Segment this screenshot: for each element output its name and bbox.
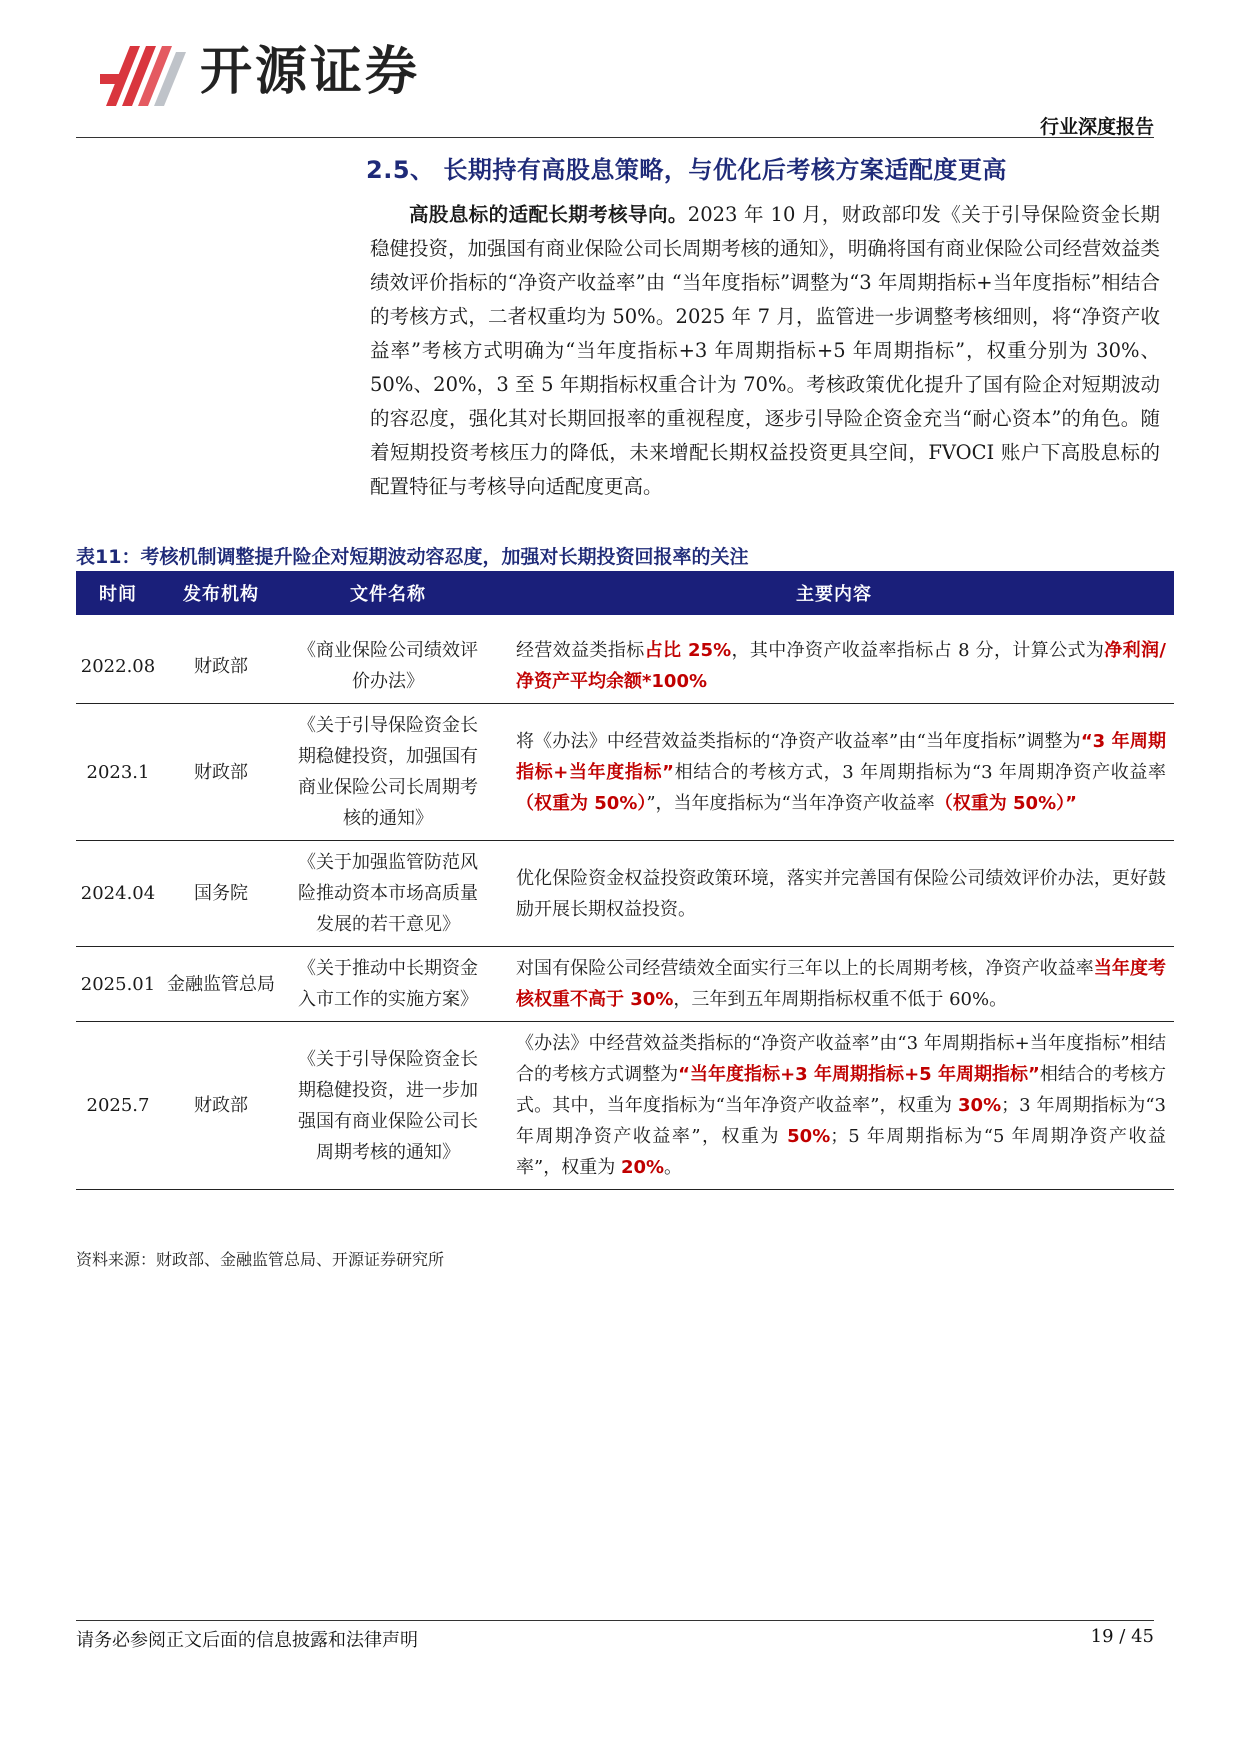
content-text: 优化保险资金权益投资政策环境，落实并完善国有保险公司绩效评价办法，更好鼓励开展长期权益投资。 (516, 867, 1166, 920)
table-row (76, 841, 1174, 947)
row-main-content (494, 841, 1174, 947)
content-text: 相结合的考核方式，3 年周期指标为“3 年周期净资产收益率 (673, 761, 1166, 783)
content-text: 将《办法》中经营效益类指标的“净资产收益率”由“当年度指标”调整为 (516, 730, 1081, 752)
footer-disclaimer: 请务必参阅正文后面的信息披露和法律声明 (76, 1630, 418, 1651)
row-org: 国务院 (160, 841, 282, 947)
footer-divider (76, 1620, 1154, 1621)
row-main-content (494, 1022, 1174, 1190)
content-text: ；5 年周期指标为“5 年周期净资产收益率”，权重为 (516, 1126, 1166, 1178)
table-row (76, 1022, 1174, 1190)
highlight-text: （权重为 50%） (516, 792, 647, 814)
row-org: 金融监管总局 (160, 947, 282, 1022)
content-text: 《办法》中经营效益类指标的“净资产收益率”由“3 年周期指标+当年度指标”相结合的考核方式调整为 (516, 1033, 1166, 1085)
row-date: 2022.08 (76, 629, 160, 704)
paragraph-text: 2023 年 10 月，财政部印发《关于引导保险资金长期稳健投资，加强国有商业保险公司长周期考核的通知》，明确将国有商业保险公司经营效益类绩效评价指标的“净资产收益率”由 “当年度指标”调整为“3 年周期指标+当年度指标”相结合的考核方式，二者权重均为 50%。2025 年 7 月，监管进一步调整考核细则，将“净资产收益率”考核方式明确为“当年度指标+3 年周期指标+5 年周期指标”，权重分别为 30%、50%、20%，3 至 5 年期指标权重合计为 70%。考核政策优化提升了国有险企对短期波动的容忍度，强化其对长期回报率的重视程度，逐步引导险企资金充当“耐心资本”的角色。随着短期投资考核压力的降低，未来增配长期权益投资更具空间，FVOCI 账户下高股息标的配置特征与考核导向适配度更高。 (370, 203, 1160, 498)
highlight-text: 占比 25% (644, 640, 732, 661)
body-paragraph (370, 198, 1160, 504)
row-org: 财政部 (160, 629, 282, 704)
row-file: 《商业保险公司绩效评价办法》 (282, 629, 494, 704)
header-file: 文件名称 (282, 571, 494, 615)
section-title: 2.5、 长期持有高股息策略，与优化后考核方案适配度更高 (366, 156, 1007, 184)
content-text: ；3 年周期指标为“3 年周期净资产收益率”，权重为 (516, 1095, 1167, 1147)
table-row (76, 947, 1174, 1022)
row-date: 2025.7 (76, 1022, 160, 1190)
highlight-text: “3 年周期指标+当年度指标” (516, 730, 1166, 783)
header-date: 时间 (76, 571, 160, 615)
header-org: 发布机构 (160, 571, 282, 615)
source-note: 资料来源：财政部、金融监管总局、开源证券研究所 (76, 1250, 445, 1269)
highlight-text: 当年度考核权重不高于 30% (516, 958, 1166, 1010)
row-file: 《关于加强监管防范风险推动资本市场高质量发展的若干意见》 (282, 841, 494, 947)
header-main: 主要内容 (494, 571, 1174, 615)
policy-table (76, 571, 1174, 1190)
row-org: 财政部 (160, 1022, 282, 1190)
document-type-label: 行业深度报告 (1039, 116, 1154, 138)
content-text: 。 (664, 1157, 683, 1178)
row-main-content (494, 629, 1174, 704)
brand-name: 开源证券 (200, 42, 421, 102)
content-text: ，三年到五年周期指标权重不低于 60%。 (673, 989, 1008, 1010)
row-date: 2025.01 (76, 947, 160, 1022)
row-date: 2024.04 (76, 841, 160, 947)
brand-mark-icon (100, 36, 192, 112)
highlight-text: 20% (620, 1157, 665, 1178)
row-file: 《关于引导保险资金长期稳健投资，进一步加强国有商业保险公司长周期考核的通知》 (282, 1022, 494, 1190)
highlight-text: 净利润/净资产平均余额*100% (516, 640, 1166, 692)
row-org: 财政部 (160, 704, 282, 841)
content-text: 经营效益类指标 (516, 640, 645, 661)
row-main-content (494, 704, 1174, 841)
highlight-text: 30% (958, 1095, 1002, 1116)
table-row (76, 704, 1174, 841)
highlight-text: “当年度指标+3 年周期指标+5 年周期指标” (678, 1064, 1040, 1085)
row-file: 《关于推动中长期资金入市工作的实施方案》 (282, 947, 494, 1022)
row-date: 2023.1 (76, 704, 160, 841)
highlight-text: （权重为 50%）” (934, 792, 1077, 814)
row-file: 《关于引导保险资金长期稳健投资，加强国有商业保险公司长周期考核的通知》 (282, 704, 494, 841)
content-text: ”，当年度指标为“当年净资产收益率 (646, 792, 935, 814)
table-row (76, 629, 1174, 704)
table-body (76, 615, 1174, 1190)
table-caption: 表11：考核机制调整提升险企对短期波动容忍度，加强对长期投资回报率的关注 (76, 546, 749, 568)
content-text: ，其中净资产收益率指标占 8 分，计算公式为 (731, 640, 1105, 661)
row-main-content (494, 947, 1174, 1022)
brand-logo (100, 34, 460, 114)
highlight-text: 50% (787, 1126, 831, 1147)
content-text: 对国有保险公司经营绩效全面实行三年以上的长周期考核，净资产收益率 (516, 958, 1094, 979)
content-text: 相结合的考核方式。其中，当年度指标为“当年净资产收益率”，权重为 (516, 1064, 1167, 1116)
table-header-row (76, 571, 1174, 615)
page-number: 19 / 45 (1090, 1626, 1154, 1647)
paragraph-lead: 高股息标的适配长期考核导向。 (409, 203, 688, 226)
header-divider (76, 137, 1154, 138)
table-spacer (76, 615, 1174, 629)
